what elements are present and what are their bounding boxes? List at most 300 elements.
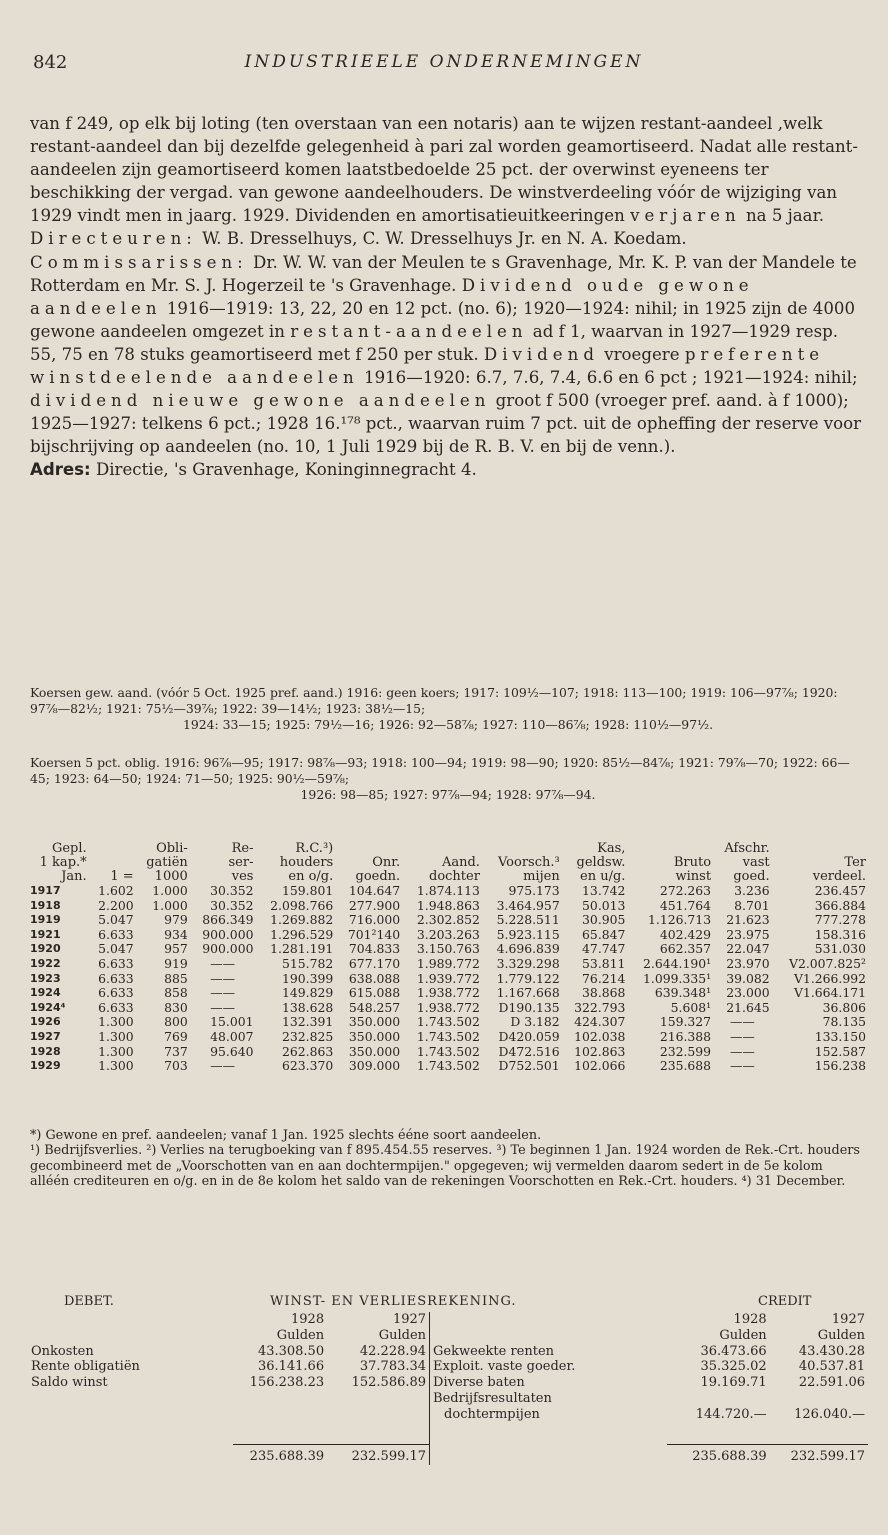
account-heading (30, 1294, 866, 1314)
column-header-line: winst (675, 869, 712, 884)
table-cell: 934 (164, 926, 188, 942)
table-cell: —— (729, 1043, 755, 1059)
text-segment: Dr. W. W. van der Meulen te s Gravenhage, Mr. K. P. van der Mandele te Rotterdam en Mr. S. J. Hogerzeil te 's Gravenhage. (30, 252, 857, 295)
account-line (28, 1359, 868, 1375)
table-cell: V2.007.825² (789, 955, 866, 971)
column-header-line: en o/g. (288, 869, 334, 884)
table-cell: 1.989.772 (416, 955, 480, 971)
table-cell: 858 (164, 985, 188, 1001)
table-cell: 23.975 (726, 926, 770, 942)
table-cell: —— (729, 1058, 755, 1074)
table-cell: 156.238 (814, 1058, 866, 1074)
table-cell: 1.300 (98, 1014, 134, 1030)
column-header-line (774, 842, 866, 856)
table-cell: 236.457 (814, 883, 866, 898)
table-cell: 30.352 (210, 897, 254, 913)
account-line (28, 1407, 868, 1423)
table-cell: 701²140 (347, 926, 401, 942)
column-header-line: ser- (228, 855, 254, 870)
table-cell: 919 (164, 955, 188, 971)
table-cell: —— (210, 1058, 235, 1074)
table-cell: 2.200 (98, 897, 134, 913)
table-cell: 1.743.502 (416, 1014, 480, 1030)
table-cell: 48.007 (210, 1028, 254, 1044)
table-cell: 424.307 (574, 1014, 626, 1030)
column-header-line: 1 kap.* (39, 855, 87, 870)
row-year: 1922 (30, 956, 61, 970)
column-header (28, 842, 89, 884)
table-cell: 5.608¹ (670, 999, 712, 1015)
table-cell: 15.001 (210, 1014, 254, 1030)
table-cell: 777.278 (814, 912, 866, 928)
column-header (335, 842, 402, 884)
table-cell: V1.664.171 (793, 985, 866, 1001)
row-year: 1924 (30, 986, 61, 1000)
text-segment: na 5 jaar. (740, 206, 824, 226)
table-cell: 23.000 (726, 985, 770, 1001)
table-cell: 76.214 (582, 970, 626, 986)
table-cell: 900.000 (202, 941, 254, 957)
table-cell: 1.126.713 (648, 912, 712, 928)
table-cell: D472.516 (498, 1043, 560, 1059)
table-body (28, 884, 868, 1074)
table-cell: 159.327 (659, 1014, 712, 1030)
credit-value: 22.591.06 (798, 1375, 865, 1391)
year-label: 1928 (733, 1312, 767, 1327)
table-cell: 769 (164, 1028, 188, 1044)
spaced-term: Directeuren: (30, 229, 197, 249)
table-cell: 1.296.529 (270, 926, 334, 942)
spaced-term: Commissarissen: (30, 252, 248, 272)
debit-value: 152.586.89 (351, 1375, 427, 1391)
column-header-line: geldsw. (576, 855, 626, 870)
column-header-line: vast (742, 855, 770, 870)
column-header-line: Afschr. (724, 841, 770, 856)
table-cell: D752.501 (498, 1058, 560, 1074)
credit-value: 40.537.81 (798, 1359, 865, 1375)
column-header-line: Gepl. (51, 841, 87, 856)
table-row (28, 986, 868, 1001)
table-cell: 102.066 (574, 1058, 626, 1074)
table-cell: 662.357 (659, 941, 712, 957)
table-cell: 1.743.502 (416, 1028, 480, 1044)
year-label: 1927 (392, 1312, 427, 1327)
column-header (190, 842, 256, 884)
account-years-row (28, 1312, 868, 1328)
credit-value: 43.430.28 (798, 1343, 865, 1359)
column-header-line: R.C.³) (295, 841, 334, 856)
table-cell: 623.370 (281, 1058, 334, 1074)
address-label: Adres: (30, 460, 91, 480)
table-cell: 800 (164, 1014, 188, 1030)
table-cell: 36.806 (822, 999, 866, 1015)
text-segment: van f 249, op elk bij loting (ten overstaan van een notaris) aan te wijzen restant-aandeel ,welk restant-aandeel dan bij dezelfde gelegenheid à pari zal worden geamortiseerd. Nadat alle restant-aandeelen zijn geamortiseerd komen laatstbedoelde 25 pct. der overwinst eyeneens ter beschikking der vergad. van gewone aandeelhouders. De winstverdeeling vóór de wijziging van 1929 vindt men in jaarg. 1929. Dividenden en amortisatieuitkeeringen (30, 114, 858, 226)
column-header-line: Jan. (61, 869, 87, 884)
text-segment: vroegere (598, 344, 685, 364)
table-row (28, 1001, 868, 1016)
table-cell: —— (210, 955, 235, 971)
credit-label: Diverse baten (430, 1375, 668, 1391)
column-header-line (337, 842, 400, 856)
table-cell: 4.696.839 (496, 941, 560, 957)
total-value: 232.599.17 (770, 1445, 868, 1465)
table-cell: 5.923.115 (496, 926, 560, 942)
table-cell: 1.269.882 (270, 912, 334, 928)
table-cell: 704.833 (348, 941, 401, 957)
table-cell: 3.236 (734, 883, 770, 898)
column-header-line (91, 856, 134, 870)
spaced-term: verjaren (630, 206, 741, 226)
table-cell: 548.257 (348, 999, 401, 1015)
credit-value (667, 1391, 769, 1407)
table-cell: 737 (164, 1043, 188, 1059)
debit-value: 36.141.66 (257, 1359, 325, 1375)
table-row (28, 972, 868, 987)
table-cell: 1.602 (98, 883, 134, 898)
table-cell: 102.038 (574, 1028, 626, 1044)
column-header (772, 842, 868, 884)
koersen-line: Koersen gew. aand. (vóór 5 Oct. 1925 pref. aand.) 1916: geen koers; 1917: 109½—107; 1918: 113—100; 1919: 106—97⅞; 1920: 97⅞—82½; 1921: 75½—39⅞; 1922: 39—14½; 1923: 38½—15; (30, 685, 838, 716)
debet-label: DEBET. (64, 1294, 114, 1309)
table-cell: 1.281.191 (270, 941, 334, 957)
credit-value (770, 1391, 868, 1407)
column-header-line: houders (279, 855, 334, 870)
table-cell: 149.829 (281, 985, 334, 1001)
credit-label: Gekweekte renten (430, 1344, 668, 1360)
table-cell: 6.633 (98, 999, 134, 1015)
page-number: 842 (33, 52, 68, 73)
column-header-line: mijen (523, 869, 560, 884)
company-description (30, 112, 866, 482)
row-year: 1923 (30, 971, 61, 985)
debit-value: 43.308.50 (257, 1343, 325, 1359)
row-year: 1924⁴ (30, 1000, 66, 1014)
table-cell: 5.047 (98, 912, 134, 928)
column-header (136, 842, 190, 884)
account-totals-row (28, 1445, 868, 1465)
profit-loss-account (28, 1312, 868, 1465)
table-cell: 866.349 (202, 912, 254, 928)
koersen-line: 1924: 33—15; 1925: 79½—16; 1926: 92—58⅞; 1927: 110—86⅞; 1928: 110½—97½. (182, 717, 714, 732)
table-row (28, 1045, 868, 1060)
table-cell: 322.793 (574, 999, 626, 1015)
spaced-term: preferente winstdeelende aandeelen (30, 344, 825, 388)
credit-label: CREDIT (758, 1294, 812, 1309)
credit-value: 144.720.— (695, 1406, 767, 1422)
table-cell: 716.000 (348, 912, 401, 928)
column-header-line: verdeel. (812, 869, 866, 884)
table-cell: 23.970 (726, 955, 770, 971)
debit-label: Onkosten (31, 1343, 94, 1359)
table-cell: 3.150.763 (416, 941, 480, 957)
account-line (28, 1344, 868, 1360)
unit-label: Gulden (719, 1327, 767, 1343)
column-header-line: 1 = (110, 869, 134, 884)
table-header-row (28, 842, 868, 884)
table-cell: D 3.182 (510, 1014, 560, 1030)
table-cell: 1.948.863 (416, 897, 480, 913)
credit-value: 35.325.02 (700, 1359, 767, 1375)
total-value: 232.599.17 (327, 1445, 429, 1465)
table-cell: D190.135 (498, 999, 560, 1015)
page-header (30, 52, 858, 82)
table-row (28, 928, 868, 943)
table-cell: 1.743.502 (416, 1043, 480, 1059)
table-cell: 1.938.772 (416, 985, 480, 1001)
table-cell: 615.088 (348, 985, 401, 1001)
credit-label: dochtermpijen (430, 1407, 668, 1423)
table-cell: —— (210, 999, 235, 1015)
table-cell: 159.801 (281, 883, 334, 898)
table-cell: 102.863 (574, 1043, 626, 1059)
credit-value: 126.040.— (794, 1406, 865, 1422)
credit-value: 36.473.66 (700, 1343, 767, 1359)
table-cell: 1.743.502 (416, 1058, 480, 1074)
footnote: ¹) Bedrijfsverlies. ²) Verlies na terugboeking van f 895.454.55 reserves. ³) Te beginnen 1 Jan. 1924 worden de Rek.-Crt. houders gecombineerd met de „Voorschotten van en aan dochtermpijen." opgegeven; wij vermelden daarom sedert in de 5e kolom alléén crediteuren en o/g. en in de 8e kolom het saldo van de rekeningen Voorschotten en Rek.-Crt. houders. ⁴) 31 December. (30, 1143, 860, 1190)
table-row (28, 1059, 868, 1074)
unit-label: Gulden (817, 1327, 865, 1343)
table-cell: 272.263 (659, 883, 712, 898)
column-header (713, 842, 772, 884)
table-cell: 104.647 (348, 883, 401, 898)
table-cell: 262.863 (281, 1043, 334, 1059)
table-cell: —— (210, 970, 235, 986)
table-cell: 1.779.122 (496, 970, 560, 986)
account-title: WINST- EN VERLIESREKENING. (270, 1294, 517, 1309)
debit-label: Rente obligatiën (31, 1359, 140, 1375)
year-label: 1927 (831, 1312, 865, 1327)
table-cell: 39.082 (726, 970, 770, 986)
column-header-line: ves (231, 869, 254, 884)
column-header-line (404, 842, 480, 856)
table-cell: 21.623 (726, 912, 770, 928)
description-paragraph (30, 112, 866, 458)
address-text: Directie, 's Gravenhage, Koninginnegracht 4. (90, 460, 477, 480)
table-cell: D420.059 (498, 1028, 560, 1044)
column-header-line (91, 842, 134, 856)
debit-value: 37.783.34 (359, 1359, 427, 1375)
column-header-line (629, 842, 711, 856)
column-header-line (484, 842, 560, 856)
table-cell: 639.348¹ (654, 985, 712, 1001)
table-cell: 1.939.772 (416, 970, 480, 986)
table-cell: 2.302.852 (416, 912, 480, 928)
account-line (28, 1375, 868, 1391)
table-cell: 3.203.263 (416, 926, 480, 942)
column-header-line: en u/g. (580, 869, 626, 884)
table-cell: —— (729, 1014, 755, 1030)
table-cell: 979 (164, 912, 188, 928)
table-cell: 830 (164, 999, 188, 1015)
table-cell: 366.884 (814, 897, 866, 913)
table-cell: 638.088 (348, 970, 401, 986)
column-header (89, 842, 136, 884)
table-cell: V1.266.992 (793, 970, 866, 986)
table-cell: 6.633 (98, 970, 134, 986)
spaced-term: Dividend oude gewone aandeelen (30, 275, 754, 318)
column-header-line: Ter (844, 855, 866, 870)
text-segment: ad f 1, waarvan in 1927—1929 resp. 55, 75 en 78 stuks geamortiseerd met f 250 per stuk. (30, 321, 839, 364)
table-cell: 309.000 (348, 1058, 401, 1074)
column-header-line: Obli- (156, 841, 188, 856)
table-cell: 350.000 (348, 1014, 401, 1030)
row-year: 1927 (30, 1029, 61, 1043)
table-cell: 1.300 (98, 1043, 134, 1059)
table-cell: 703 (164, 1058, 188, 1074)
column-header-line: Kas, (597, 841, 626, 856)
running-title: INDUSTRIEELE ONDERNEMINGEN (244, 52, 644, 72)
column-header (255, 842, 335, 884)
footnotes (30, 1128, 866, 1190)
koersen-line: 1926: 98—85; 1927: 97⅞—94; 1928: 97⅞—94. (300, 787, 596, 802)
row-year: 1918 (30, 898, 61, 912)
table-cell: 975.173 (508, 883, 560, 898)
table-row (28, 957, 868, 972)
debit-value: 156.238.23 (249, 1375, 325, 1391)
koersen-shares (30, 685, 866, 733)
table-cell: 78.135 (822, 1014, 866, 1030)
koersen-line: Koersen 5 pct. oblig. 1916: 96⅞—95; 1917: 98⅞—93; 1918: 100—94; 1919: 98—90; 1920: 85½—84⅞; 1921: 79⅞—70; 1922: 66—45; 1923: 64—50; 1924: 71—50; 1925: 90½—59⅞; (30, 755, 850, 786)
koersen-bonds (30, 755, 866, 803)
table-cell: 350.000 (348, 1043, 401, 1059)
table-cell: 1.000 (152, 897, 188, 913)
table-cell: 1.300 (98, 1028, 134, 1044)
debit-value: 42.228.94 (359, 1343, 427, 1359)
table-cell: 5.047 (98, 941, 134, 957)
table-cell: 1.938.772 (416, 999, 480, 1015)
row-year: 1928 (30, 1044, 61, 1058)
table-cell: 65.847 (582, 926, 626, 942)
row-year: 1921 (30, 927, 61, 941)
table-cell: 232.825 (281, 1028, 334, 1044)
text-segment: groot f 500 (vroeger pref. aand. à f 1000); 1925—1927: telkens 6 pct.; 1928 16.¹⁷⁸ pct., waarvan ruim 7 pct. uit de opheffing der reserve voor bijschrijving op aandeelen (no. 10, 1 Juli 1929 bij de R. B. V. en bij de venn.). (30, 391, 862, 457)
table-cell: 47.747 (582, 941, 626, 957)
table-row (28, 884, 868, 899)
table-cell: 152.587 (814, 1043, 866, 1059)
debit-label: Saldo winst (31, 1375, 108, 1391)
column-header-line: Aand. (441, 855, 480, 870)
table-row (28, 1030, 868, 1045)
table-cell: 5.228.511 (496, 912, 560, 928)
spaced-term: Dividend (483, 344, 599, 364)
table-cell: 158.316 (814, 926, 866, 942)
table-cell: 232.599 (659, 1043, 712, 1059)
table-cell: 95.640 (210, 1043, 254, 1059)
table-cell: 531.030 (814, 941, 866, 957)
table-row (28, 942, 868, 957)
table-cell: 2.098.766 (270, 897, 334, 913)
spaced-term: dividend nieuwe gewone aandeelen (30, 391, 491, 411)
column-header-line: 1000 (154, 869, 188, 884)
table-cell: 30.905 (582, 912, 626, 928)
table-cell: 6.633 (98, 926, 134, 942)
table-cell: 138.628 (281, 999, 334, 1015)
unit-label: Gulden (378, 1327, 427, 1343)
table-row (28, 899, 868, 914)
table-cell: 1.000 (152, 883, 188, 898)
table-cell: 53.811 (582, 955, 626, 971)
address-line (30, 458, 866, 481)
table-cell: 1.874.113 (416, 883, 480, 898)
column-header (402, 842, 482, 884)
column-header (482, 842, 562, 884)
table-cell: 1.300 (98, 1058, 134, 1074)
table-cell: 1.099.335¹ (643, 970, 712, 986)
row-year: 1926 (30, 1015, 61, 1029)
column-header-line: goedn. (355, 869, 401, 884)
column-header-line: Voorsch.³ (497, 855, 560, 870)
table-cell: 216.388 (659, 1028, 712, 1044)
column-header-line: goed. (733, 869, 770, 884)
table-cell: 22.047 (726, 941, 770, 957)
spaced-term: restant-aandeelen (290, 321, 528, 341)
table-cell: 677.170 (348, 955, 401, 971)
row-year: 1919 (30, 913, 61, 927)
total-value: 235.688.39 (233, 1445, 327, 1465)
table-cell: 402.429 (659, 926, 712, 942)
table-cell: 132.391 (281, 1014, 334, 1030)
table-cell: 6.633 (98, 985, 134, 1001)
table-cell: 2.644.190¹ (643, 955, 712, 971)
footnote: *) Gewone en pref. aandeelen; vanaf 1 Jan. 1925 slechts éénе soort aandeelen. (30, 1128, 542, 1143)
row-year: 1917 (30, 884, 61, 897)
column-header-line: dochter (429, 869, 480, 884)
column-header-line: Onr. (372, 855, 401, 870)
table-cell: 21.645 (726, 999, 770, 1015)
table-cell: 133.150 (814, 1028, 866, 1044)
table-row (28, 1015, 868, 1030)
table-cell: 50.013 (582, 897, 626, 913)
table-cell: 1.167.668 (496, 985, 560, 1001)
table-cell: 3.464.957 (496, 897, 560, 913)
credit-value: 19.169.71 (700, 1375, 767, 1391)
table-cell: 3.329.298 (496, 955, 560, 971)
table-cell: 30.352 (210, 883, 254, 898)
column-header (562, 842, 628, 884)
credit-label: Exploit. vaste goeder. (430, 1359, 668, 1375)
text-segment: 1916—1919: 13, 22, 20 en 12 pct. (no. 6); 1920—1924: nihil; in 1925 zijn de 4000 gewone aandeelen omgezet in (30, 298, 856, 341)
table-cell: 8.701 (734, 897, 770, 913)
table-cell: 515.782 (281, 955, 334, 971)
table-cell: 38.868 (582, 985, 626, 1001)
table-row (28, 913, 868, 928)
financial-table (28, 842, 868, 1074)
column-header-line: Bruto (673, 855, 712, 870)
table-cell: —— (210, 985, 235, 1001)
credit-label: Bedrijfsresultaten (430, 1391, 668, 1407)
table-cell: —— (729, 1028, 755, 1044)
table-cell: 277.900 (348, 897, 401, 913)
table-cell: 900.000 (202, 926, 254, 942)
table-cell: 350.000 (348, 1028, 401, 1044)
table-cell: 13.742 (582, 883, 626, 898)
table-cell: 235.688 (659, 1058, 712, 1074)
text-segment: W. B. Dresselhuys, C. W. Dresselhuys Jr. en N. A. Koedam. (196, 229, 687, 249)
text-segment: 1916—1920: 6.7, 7.6, 7.4, 6.6 en 6 pct ; 1921—1924: nihil; (358, 368, 858, 388)
table-cell: 451.764 (659, 897, 712, 913)
row-year: 1929 (30, 1059, 61, 1073)
account-unit-row (28, 1328, 868, 1344)
column-header-line: gatiën (146, 855, 188, 870)
row-year: 1920 (30, 942, 61, 956)
table-cell: 6.633 (98, 955, 134, 971)
table-cell: 190.399 (281, 970, 334, 986)
column-header-line: Re- (231, 841, 254, 856)
total-value: 235.688.39 (667, 1445, 769, 1465)
account-line (28, 1391, 868, 1407)
table-cell: 957 (164, 941, 188, 957)
column-header (627, 842, 713, 884)
